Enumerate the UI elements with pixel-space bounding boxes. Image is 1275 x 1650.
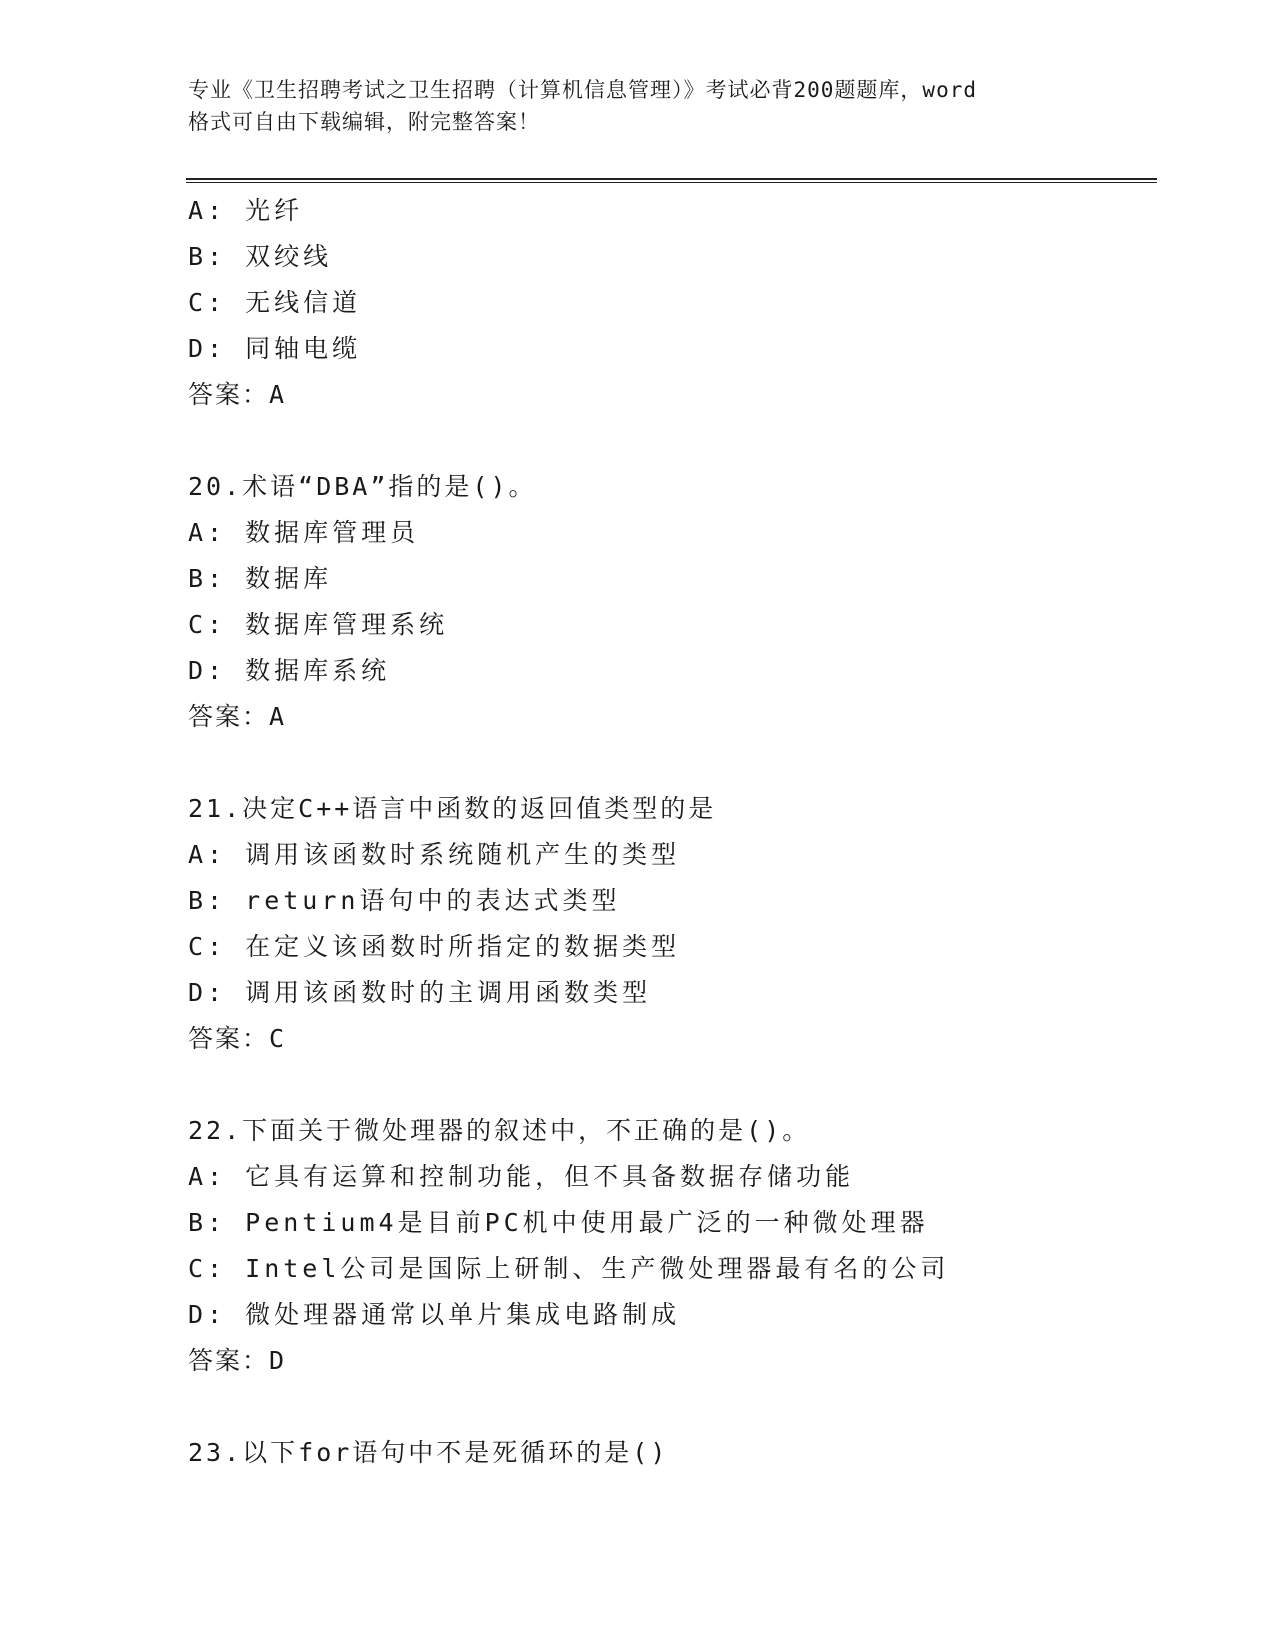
answer-line bbox=[188, 1016, 1188, 1062]
document-header bbox=[188, 74, 1088, 138]
answer-label: 答案： bbox=[188, 1346, 270, 1375]
answer-label: 答案： bbox=[188, 702, 270, 731]
option-a: A: 它具有运算和控制功能，但不具备数据存储功能 bbox=[188, 1162, 855, 1191]
option-b: B: return语句中的表达式类型 bbox=[188, 886, 621, 915]
question-block-20 bbox=[188, 464, 1188, 740]
option-d: D: 数据库系统 bbox=[188, 656, 391, 685]
spacer bbox=[188, 740, 1188, 786]
option-b: B: 双绞线 bbox=[188, 242, 333, 271]
question-text: 20.术语“DBA”指的是()。 bbox=[188, 472, 537, 501]
option-d: D: 调用该函数时的主调用函数类型 bbox=[188, 978, 652, 1007]
question-text: 21.决定C++语言中函数的返回值类型的是 bbox=[188, 794, 717, 823]
question-block-19 bbox=[188, 188, 1188, 418]
option-b: B: Pentium4是目前PC机中使用最广泛的一种微处理器 bbox=[188, 1208, 929, 1237]
spacer bbox=[188, 418, 1188, 464]
header-line-2: 格式可自由下载编辑，附完整答案！ bbox=[188, 110, 540, 134]
question-block-23 bbox=[188, 1430, 1188, 1476]
question-block-21 bbox=[188, 786, 1188, 1062]
option-a: A: 光纤 bbox=[188, 196, 304, 225]
answer-line bbox=[188, 1338, 1188, 1384]
spacer bbox=[188, 1062, 1188, 1108]
answer-value: D bbox=[269, 1346, 287, 1375]
answer-value: A bbox=[269, 380, 287, 409]
answer-value: C bbox=[269, 1024, 287, 1053]
option-d: D: 微处理器通常以单片集成电路制成 bbox=[188, 1300, 681, 1329]
option-a: A: 调用该函数时系统随机产生的类型 bbox=[188, 840, 681, 869]
header-divider bbox=[186, 178, 1157, 183]
answer-label: 答案： bbox=[188, 1024, 270, 1053]
option-c: C: 在定义该函数时所指定的数据类型 bbox=[188, 932, 681, 961]
question-text: 23.以下for语句中不是死循环的是() bbox=[188, 1438, 669, 1467]
option-a: A: 数据库管理员 bbox=[188, 518, 420, 547]
option-c: C: 数据库管理系统 bbox=[188, 610, 449, 639]
answer-line bbox=[188, 694, 1188, 740]
option-c: C: 无线信道 bbox=[188, 288, 362, 317]
answer-line bbox=[188, 372, 1188, 418]
spacer bbox=[188, 1384, 1188, 1430]
option-c: C: Intel公司是国际上研制、生产微处理器最有名的公司 bbox=[188, 1254, 950, 1283]
answer-value: A bbox=[269, 702, 287, 731]
question-text: 22.下面关于微处理器的叙述中，不正确的是()。 bbox=[188, 1116, 811, 1145]
option-d: D: 同轴电缆 bbox=[188, 334, 362, 363]
question-block-22 bbox=[188, 1108, 1188, 1384]
answer-label: 答案： bbox=[188, 380, 270, 409]
option-b: B: 数据库 bbox=[188, 564, 333, 593]
question-list bbox=[188, 188, 1188, 1476]
header-line-1: 专业《卫生招聘考试之卫生招聘（计算机信息管理）》考试必背200题题库，word bbox=[188, 78, 977, 102]
